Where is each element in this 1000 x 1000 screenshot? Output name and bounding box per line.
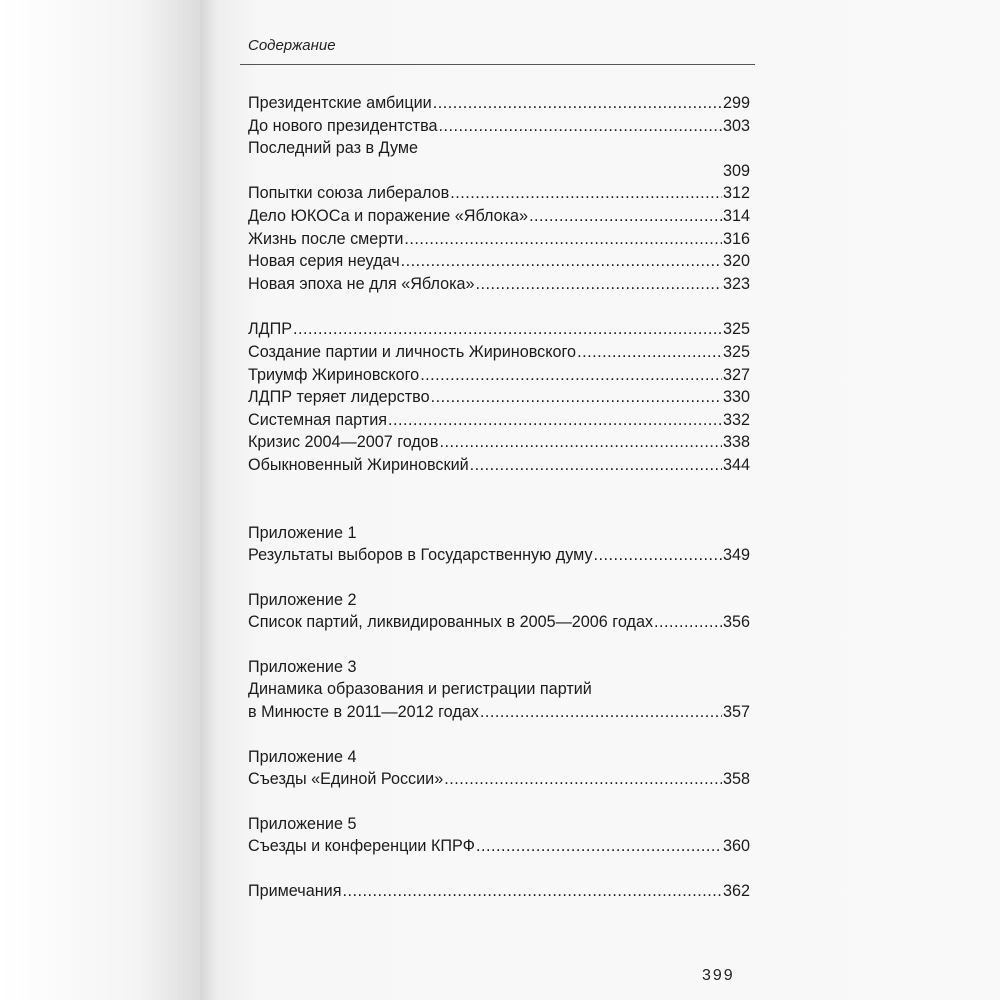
toc-entry-title: в Минюсте в 2011—2012 годах (248, 703, 479, 722)
dot-leader (476, 835, 722, 858)
toc-entry (248, 92, 750, 115)
toc-entry (248, 701, 750, 724)
toc-entry (248, 880, 750, 903)
dot-leader (388, 409, 722, 432)
toc-entry-page: 320 (722, 252, 750, 271)
dot-leader (433, 92, 722, 115)
toc-entry-page: 325 (722, 342, 750, 361)
toc-entry (248, 137, 750, 160)
toc-entry-title: Создание партии и личность Жириновского (248, 342, 577, 361)
toc-entry (248, 409, 750, 432)
toc-entry-page: 312 (722, 184, 750, 203)
toc-entry (248, 768, 750, 791)
toc-entry-title: Жизнь после смерти (248, 229, 404, 248)
toc-entry-page: 303 (722, 116, 750, 135)
toc-entry (248, 454, 750, 477)
book-spine-area (0, 0, 200, 1000)
toc-entry-page: 362 (722, 882, 750, 901)
toc-entry (248, 318, 750, 341)
toc-entry-title: Новая эпоха не для «Яблока» (248, 274, 475, 293)
toc-entry-page: 316 (722, 229, 750, 248)
table-of-contents (248, 92, 750, 903)
toc-entry-page: 309 (722, 161, 750, 180)
appendix-heading: Приложение 5 (248, 814, 357, 833)
toc-entry-title: Съезды и конференции КПРФ (248, 837, 475, 856)
toc-entry-page: 358 (722, 770, 750, 789)
toc-entry-page: 338 (722, 433, 750, 452)
toc-entry (248, 835, 750, 858)
toc-entry (248, 364, 750, 387)
toc-entry (248, 386, 750, 409)
toc-entry-title: Примечания (248, 882, 342, 901)
toc-entry-title: Триумф Жириновского (248, 365, 420, 384)
dot-leader (480, 701, 722, 724)
dot-leader (439, 431, 722, 454)
toc-entry (248, 431, 750, 454)
toc-entry-title: Кризис 2004—2007 годов (248, 433, 439, 452)
page-number: 399 (702, 967, 735, 984)
toc-entry-title: Дело ЮКОСа и поражение «Яблока» (248, 206, 529, 225)
toc-entry (248, 115, 750, 138)
dot-leader (420, 364, 722, 387)
appendix-heading: Приложение 2 (248, 590, 357, 609)
toc-entry-page: 344 (722, 455, 750, 474)
toc-entry-page: 299 (722, 94, 750, 112)
dot-leader (594, 544, 722, 567)
dot-leader (293, 318, 722, 341)
header-divider (240, 64, 755, 65)
toc-entry-title: Съезды «Единой России» (248, 770, 444, 789)
toc-entry (248, 341, 750, 364)
toc-entry (248, 544, 750, 567)
toc-entry (248, 250, 750, 273)
dot-leader (438, 115, 722, 138)
toc-entry-page: 330 (722, 388, 750, 407)
dot-leader (444, 768, 722, 791)
toc-entry (248, 228, 750, 251)
toc-entry-page: 327 (722, 365, 750, 384)
toc-entry-title: ЛДПР (248, 320, 293, 339)
toc-entry-title: Президентские амбиции (248, 94, 432, 112)
toc-entry-title: ЛДПР теряет лидерство (248, 388, 430, 407)
dot-leader (529, 205, 722, 228)
dot-leader (476, 273, 722, 296)
toc-entry-title: Список партий, ликвидированных в 2005—2006 годах (248, 613, 654, 632)
dot-leader (450, 182, 722, 205)
dot-leader (431, 386, 722, 409)
toc-entry (248, 182, 750, 205)
toc-entry-title: Последний раз в Думе (248, 139, 418, 158)
dot-leader (342, 880, 722, 903)
dot-leader (401, 250, 722, 273)
toc-entry-title: Обыкновенный Жириновский (248, 455, 469, 474)
toc-entry (248, 205, 750, 228)
dot-leader (577, 341, 722, 364)
toc-entry-page: 357 (722, 703, 750, 722)
toc-entry-title-line: Динамика образования и регистрации партий (248, 680, 592, 699)
toc-entry-title: До нового президентства (248, 116, 438, 135)
toc-entry-title: Новая серия неудач (248, 252, 400, 271)
toc-entry-page: 332 (722, 410, 750, 429)
running-header: Содержание (248, 37, 336, 54)
toc-entry-page: 360 (722, 837, 750, 856)
dot-leader (404, 228, 722, 251)
toc-entry-title: Попытки союза либералов (248, 184, 450, 203)
toc-entry-page: 323 (722, 274, 750, 293)
appendix-heading: Приложение 4 (248, 747, 357, 766)
toc-entry-title: Системная партия (248, 410, 388, 429)
toc-entry (248, 611, 750, 634)
toc-entry-page: 349 (722, 546, 750, 565)
toc-entry-page: 314 (722, 206, 750, 225)
dot-leader (654, 611, 722, 634)
toc-entry (248, 273, 750, 296)
toc-entry-title: Результаты выборов в Государственную думу (248, 546, 593, 565)
appendix-heading: Приложение 3 (248, 657, 357, 676)
toc-entry-page: 356 (722, 613, 750, 632)
appendix-heading: Приложение 1 (248, 523, 357, 542)
dot-leader (470, 454, 722, 477)
toc-entry-page: 325 (722, 320, 750, 339)
